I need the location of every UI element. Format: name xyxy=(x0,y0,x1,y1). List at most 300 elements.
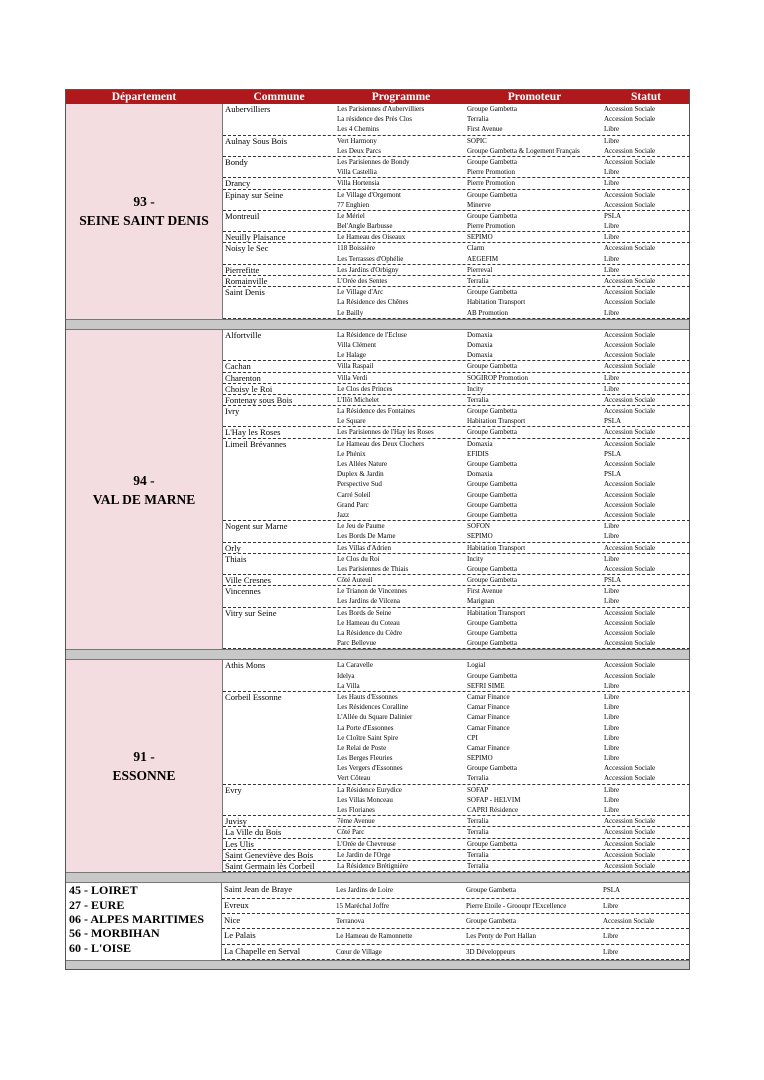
promoteur-cell: SOFAP - HELVIM xyxy=(467,795,521,804)
programme-cell: Le Village d'Arc xyxy=(337,288,384,297)
programme-cell: Les Terrasses d'Ophélie xyxy=(337,254,404,263)
statut-cell: Accession Sociale xyxy=(604,764,656,773)
header-departement: Département xyxy=(111,91,177,103)
statut-cell: Libre xyxy=(604,254,620,263)
commune-name: Cachan xyxy=(225,361,251,372)
table-row xyxy=(337,785,690,795)
statut-cell: Libre xyxy=(603,932,619,941)
promoteur-cell: Groupe Gambetta xyxy=(467,157,517,166)
table-row xyxy=(222,945,689,960)
programme-cell: Les Résidences Coralline xyxy=(337,703,409,712)
table-row xyxy=(337,681,690,691)
table-row xyxy=(337,330,690,340)
programme-cell: La Caravelle xyxy=(337,661,373,670)
department-label xyxy=(66,330,223,650)
table-row xyxy=(337,200,690,210)
department-label xyxy=(66,660,223,872)
statut-cell: Libre xyxy=(604,703,620,712)
commune-group xyxy=(223,554,690,575)
program-list xyxy=(337,276,690,286)
programme-cell: L'Allée du Square Dalinier xyxy=(337,713,413,722)
commune-name: Alfortville xyxy=(225,329,262,340)
promoteur-cell: Habitation Transport xyxy=(467,543,526,552)
program-list xyxy=(337,157,690,177)
statut-cell: Libre xyxy=(603,901,619,910)
statut-cell: Accession Sociale xyxy=(604,510,656,519)
table-row xyxy=(337,839,690,849)
other-departments-rows xyxy=(222,883,689,960)
commune-group xyxy=(223,136,690,157)
commune-group xyxy=(223,232,690,243)
promoteur-cell: Domaxia xyxy=(467,439,493,448)
department-name: SEINE SAINT DENIS xyxy=(79,213,209,229)
table-row xyxy=(337,628,690,638)
promoteur-cell: Groupe Gambetta xyxy=(467,639,517,648)
statut-cell: Libre xyxy=(604,532,620,541)
commune-name: Neuilly Plaisance xyxy=(225,232,286,243)
other-departments-labels xyxy=(66,883,222,960)
table-row xyxy=(337,490,690,500)
program-list xyxy=(337,373,690,383)
programme-cell: Terranova xyxy=(336,916,365,925)
table-row xyxy=(337,671,690,681)
statut-cell: Accession Sociale xyxy=(604,661,656,670)
table-row xyxy=(337,469,690,479)
statut-cell: Accession Sociale xyxy=(604,608,656,617)
table-row xyxy=(337,500,690,510)
program-list xyxy=(337,554,690,574)
commune-name: Limeil Brévannes xyxy=(225,438,287,449)
table-row xyxy=(337,596,690,606)
program-list xyxy=(337,692,690,784)
commune-group xyxy=(223,850,690,861)
programme-cell: La Résidence du Cèdre xyxy=(337,629,403,637)
programme-cell: Villa Raspail xyxy=(337,362,374,371)
commune-group xyxy=(223,543,690,554)
commune-name: Saint Denis xyxy=(225,287,265,298)
programme-cell: Carré Soleil xyxy=(337,490,371,499)
promoteur-cell: Logial xyxy=(467,661,486,670)
department-section xyxy=(66,104,689,319)
commune-name: Ville Cresnes xyxy=(225,575,272,586)
table-row xyxy=(337,136,690,146)
table-row xyxy=(337,795,690,805)
statut-cell: Accession Sociale xyxy=(604,277,656,285)
promoteur-cell: SEPIMO xyxy=(467,233,493,242)
promoteur-cell: Groupe Gambetta xyxy=(467,105,517,113)
statut-cell: Libre xyxy=(604,587,620,596)
programme-cell: Le Hameau de Ramonnette xyxy=(336,932,413,941)
table-row xyxy=(337,805,690,815)
programme-cell: La Résidence des Fontaines xyxy=(337,407,415,416)
statut-cell: PSLA xyxy=(604,470,622,479)
department-number: 94 - xyxy=(133,472,155,488)
commune-name: Vitry sur Seine xyxy=(225,607,277,618)
promoteur-cell: Camar Finance xyxy=(467,743,510,752)
program-list xyxy=(337,287,690,318)
commune-name: Romainville xyxy=(225,276,268,286)
commune-group xyxy=(223,586,690,607)
statut-cell: Libre xyxy=(604,233,620,242)
programme-cell: Le Hameau des Oiseaux xyxy=(337,233,406,242)
promoteur-cell: Habitation Transport xyxy=(467,298,526,307)
statut-cell: Accession Sociale xyxy=(604,817,656,826)
program-list xyxy=(337,785,690,816)
department-label: 06 - ALPES MARITIMES xyxy=(69,911,205,926)
statut-cell: Libre xyxy=(604,373,620,382)
table-row xyxy=(337,543,690,553)
programme-cell: Les Jardins de Loire xyxy=(336,886,393,895)
commune-name: La Chapelle en Serval xyxy=(224,945,301,956)
table-row xyxy=(337,564,690,574)
statut-cell: Accession Sociale xyxy=(604,351,656,360)
statut-cell: Accession Sociale xyxy=(604,298,656,307)
table-row xyxy=(337,416,690,426)
program-list xyxy=(337,575,690,585)
commune-name: Pierrefitte xyxy=(225,264,260,275)
promoteur-cell: Groupe Gambetta xyxy=(467,211,517,220)
promoteur-cell: SEFRI SIME xyxy=(467,681,505,690)
table-row xyxy=(337,763,690,773)
promoteur-cell: SOFAP xyxy=(467,785,489,794)
statut-cell: Accession Sociale xyxy=(604,480,656,489)
promoteur-cell: Minerve xyxy=(467,200,491,209)
program-list xyxy=(337,439,690,521)
table-row xyxy=(222,883,689,898)
programme-cell: Les Allées Nature xyxy=(337,460,388,468)
statut-cell: Accession Sociale xyxy=(604,115,656,124)
program-list xyxy=(337,136,690,156)
promoteur-cell: Terralia xyxy=(467,817,489,826)
promoteur-cell: Marignan xyxy=(467,597,495,606)
promoteur-cell: Groupe Gambetta xyxy=(467,428,517,437)
commune-group xyxy=(223,157,690,178)
program-list xyxy=(337,816,690,826)
programme-cell: Le Hameau du Coteau xyxy=(337,618,400,627)
department-label-text xyxy=(93,471,196,509)
promoteur-cell: First Avenue xyxy=(467,587,503,596)
other-departments-section xyxy=(66,883,689,960)
table-row xyxy=(337,723,690,733)
table-row xyxy=(337,276,690,286)
table-row xyxy=(337,531,690,541)
programme-cell: Les Parisiennes de Bondy xyxy=(337,157,410,166)
table-row xyxy=(337,479,690,489)
table-row xyxy=(337,211,690,221)
programme-cell: La Résidence Brétignière xyxy=(337,861,409,870)
statut-cell: Accession Sociale xyxy=(604,671,656,680)
table-row xyxy=(337,350,690,360)
promoteur-cell: SEPIMO xyxy=(467,754,493,763)
department-number: 93 - xyxy=(133,194,155,210)
department-section xyxy=(66,330,689,650)
commune-name: La Ville du Bois xyxy=(225,827,282,838)
commune-name: Saint Germain lès Corbeil xyxy=(225,860,315,871)
programme-cell: Les Bords De Marne xyxy=(337,532,396,541)
promoteur-cell: AEGEFIM xyxy=(467,254,499,263)
statut-cell: Libre xyxy=(604,723,620,732)
table-row xyxy=(337,395,690,405)
table-row xyxy=(337,232,690,242)
programme-cell: L'Ilôt Michelet xyxy=(337,395,379,404)
department-section xyxy=(66,660,689,872)
promoteur-cell: Groupe Gambetta & Logement Français xyxy=(467,146,580,155)
statut-cell: Libre xyxy=(604,785,620,794)
programme-cell: Le Village d'Orgemont xyxy=(337,190,401,199)
promoteur-cell: Camar Finance xyxy=(467,713,510,722)
statut-cell: Accession Sociale xyxy=(604,564,656,573)
table-footer-bar xyxy=(66,960,689,969)
programme-cell: Villa Castellia xyxy=(337,168,377,177)
programme-cell: Le Cloître Saint Spire xyxy=(337,733,399,742)
section-separator xyxy=(66,872,689,883)
promoteur-cell: Groupe Gambetta xyxy=(467,362,517,371)
promoteur-cell: Groupe Gambetta xyxy=(467,764,517,773)
statut-cell: Libre xyxy=(604,265,620,274)
statut-cell: Accession Sociale xyxy=(604,395,656,404)
commune-name: Athis Mons xyxy=(225,660,266,671)
promoteur-cell: Pierre Promotion xyxy=(467,222,516,231)
commune-name: Saint Geneviève des Bois xyxy=(225,849,314,860)
table-row xyxy=(337,104,690,114)
program-list xyxy=(337,178,690,188)
housing-programs-table xyxy=(65,89,690,970)
promoteur-cell: Groupe Gambetta xyxy=(467,564,517,573)
statut-cell: Accession Sociale xyxy=(604,490,656,499)
statut-cell: Libre xyxy=(604,168,620,177)
promoteur-cell: Groupe Gambetta xyxy=(467,839,517,848)
table-row xyxy=(337,459,690,469)
programme-cell: Le Mériel xyxy=(337,211,365,220)
program-list xyxy=(337,384,690,394)
commune-group xyxy=(223,608,690,650)
program-list xyxy=(337,104,690,135)
programme-cell: Le Jardin de l'Orge xyxy=(337,850,391,859)
statut-cell: Libre xyxy=(604,681,620,690)
promoteur-cell: Camar Finance xyxy=(467,723,510,732)
table-row xyxy=(337,373,690,383)
table-row xyxy=(337,297,690,307)
statut-cell: Accession Sociale xyxy=(604,839,656,848)
header-commune: Commune xyxy=(253,91,305,103)
table-row xyxy=(337,510,690,520)
programme-cell: Cœur de Village xyxy=(336,947,382,956)
table-row xyxy=(337,861,690,871)
program-list xyxy=(337,330,690,361)
table-header xyxy=(66,90,689,104)
promoteur-cell: Groupe Gambetta xyxy=(467,618,517,627)
statut-cell: Accession Sociale xyxy=(604,428,656,437)
department-rows xyxy=(223,660,690,872)
statut-cell: Libre xyxy=(604,733,620,742)
table-row xyxy=(337,427,690,437)
commune-name: Vincennes xyxy=(225,586,261,597)
commune-name: Aulnay Sous Bois xyxy=(225,135,288,146)
programme-cell: 118 Boissière xyxy=(337,244,376,253)
statut-cell: Accession Sociale xyxy=(604,828,656,837)
programme-cell: Les Hauts d'Essonnes xyxy=(337,692,398,701)
statut-cell: Accession Sociale xyxy=(604,340,656,349)
commune-name: Juvisy xyxy=(225,816,247,827)
programme-cell: Vert Côteau xyxy=(337,774,371,783)
commune-group xyxy=(223,287,690,319)
department-label: 60 - L'OISE xyxy=(69,940,132,955)
department-label: 45 - LOIRET xyxy=(69,883,138,898)
table-row xyxy=(337,449,690,459)
table-row xyxy=(337,384,690,394)
program-list xyxy=(337,521,690,541)
table-row xyxy=(337,221,690,231)
commune-name: Ivry xyxy=(225,406,240,417)
program-list xyxy=(337,211,690,231)
programme-cell: Les Jardins de Vilcena xyxy=(337,597,401,606)
program-list xyxy=(337,586,690,606)
promoteur-cell: Terralia xyxy=(467,115,489,124)
program-list xyxy=(337,543,690,553)
programme-cell: La résidence des Près Clos xyxy=(337,115,413,124)
programme-cell: La Villa xyxy=(337,681,360,690)
commune-group xyxy=(223,384,690,395)
programme-cell: Villa Clément xyxy=(337,340,377,349)
statut-cell: Accession Sociale xyxy=(604,244,656,253)
commune-group xyxy=(223,406,690,427)
promoteur-cell: SOPIC xyxy=(467,136,487,145)
programme-cell: Les Jardins d'Orbigny xyxy=(337,265,399,274)
statut-cell: Libre xyxy=(604,754,620,763)
commune-group xyxy=(223,827,690,838)
commune-name: Fontenay sous Bois xyxy=(225,394,293,405)
promoteur-cell: 3D Développeurs xyxy=(466,947,516,956)
programme-cell: Côté Auteuil xyxy=(337,576,373,585)
table-row xyxy=(337,660,690,670)
commune-group xyxy=(223,243,690,264)
statut-cell: Libre xyxy=(604,308,620,317)
commune-name: Nogent sur Marne xyxy=(225,521,288,532)
statut-cell: Accession Sociale xyxy=(603,916,655,925)
promoteur-cell: EFIDIS xyxy=(467,449,489,458)
statut-cell: Libre xyxy=(604,522,620,531)
department-name: VAL DE MARNE xyxy=(92,491,196,507)
program-list xyxy=(337,232,690,242)
table-row xyxy=(337,586,690,596)
programme-cell: Le Hameau des Deux Clochers xyxy=(337,439,425,448)
programme-cell: Le Relai de Poste xyxy=(337,743,387,752)
table-row xyxy=(337,167,690,177)
table-row xyxy=(337,178,690,188)
statut-cell: Accession Sociale xyxy=(604,157,656,166)
table-row xyxy=(337,265,690,275)
statut-cell: Libre xyxy=(604,384,620,393)
commune-group xyxy=(223,785,690,817)
promoteur-cell: Les Penty de Port Hallan xyxy=(466,932,536,941)
statut-cell: Libre xyxy=(604,713,620,722)
commune-name: Choisy le Roi xyxy=(225,383,273,394)
promoteur-cell: Terralia xyxy=(467,774,489,783)
programme-cell: Le Phénix xyxy=(337,449,366,458)
statut-cell: Accession Sociale xyxy=(604,460,656,468)
commune-name: Evreux xyxy=(224,899,249,910)
table-row xyxy=(337,406,690,416)
program-list xyxy=(337,839,690,849)
programme-cell: Idelya xyxy=(337,671,355,680)
programme-cell: Les Berges Fleuries xyxy=(337,754,393,763)
promoteur-cell: Groupe Gambetta xyxy=(467,288,517,297)
program-list xyxy=(337,861,690,871)
promoteur-cell: First Avenue xyxy=(467,125,503,134)
programme-cell: 15 Maréchal Joffre xyxy=(336,901,390,910)
commune-group xyxy=(223,439,690,522)
promoteur-cell: Habitation Transport xyxy=(467,608,526,617)
table-row xyxy=(337,712,690,722)
promoteur-cell: Terralia xyxy=(467,828,489,837)
promoteur-cell: Groupe Gambetta xyxy=(466,916,516,925)
statut-cell: Libre xyxy=(604,692,620,701)
statut-cell: Accession Sociale xyxy=(604,146,656,155)
commune-group xyxy=(223,178,690,189)
promoteur-cell: Groupe Gambetta xyxy=(467,190,517,199)
promoteur-cell: CAPRI Résidence xyxy=(467,806,519,814)
header-promoteur: Promoteur xyxy=(507,91,562,103)
promoteur-cell: Groupe Gambetta xyxy=(467,407,517,416)
statut-cell: Accession Sociale xyxy=(604,850,656,859)
commune-group xyxy=(223,861,690,872)
statut-cell: PSLA xyxy=(604,417,622,426)
commune-group xyxy=(223,104,690,136)
promoteur-cell: Groupe Gambetta xyxy=(467,510,517,519)
promoteur-cell: Clarm xyxy=(467,244,485,253)
table-row xyxy=(337,124,690,134)
promoteur-cell: Groupe Gambetta xyxy=(467,490,517,499)
promoteur-cell: Terralia xyxy=(467,861,489,870)
table-row xyxy=(337,753,690,763)
statut-cell: Accession Sociale xyxy=(604,190,656,199)
commune-name: Epinay sur Seine xyxy=(225,189,284,200)
department-label: 56 - MORBIHAN xyxy=(69,926,160,941)
promoteur-cell: Pierre Etoile - Grooupr l'Excellence xyxy=(466,901,567,910)
table-row xyxy=(337,340,690,350)
department-rows xyxy=(223,104,690,319)
statut-cell: Accession Sociale xyxy=(604,500,656,509)
promoteur-cell: Terralia xyxy=(467,277,489,285)
programme-cell: Les Bords de Seine xyxy=(337,608,392,617)
commune-group xyxy=(223,575,690,586)
table-row xyxy=(337,521,690,531)
programme-cell: Villa Hortensia xyxy=(337,179,380,188)
table-row xyxy=(337,827,690,837)
programme-cell: Les Villas Monceau xyxy=(337,795,393,804)
table-row xyxy=(222,929,689,944)
department-rows xyxy=(223,330,690,650)
department-name: ESSONNE xyxy=(112,768,176,784)
programme-cell: 77 Enghien xyxy=(337,200,370,209)
promoteur-cell: Groupe Gambetta xyxy=(466,886,516,895)
header-programme: Programme xyxy=(371,91,431,103)
table-row xyxy=(337,146,690,156)
program-list xyxy=(337,243,690,263)
table-row xyxy=(337,254,690,264)
statut-cell: Libre xyxy=(604,795,620,804)
statut-cell: Accession Sociale xyxy=(604,407,656,416)
promoteur-cell: Camar Finance xyxy=(467,703,510,712)
promoteur-cell: SEPIMO xyxy=(467,532,493,541)
program-list xyxy=(337,395,690,405)
programme-cell: Les Deux Parcs xyxy=(337,146,381,155)
program-list xyxy=(337,660,690,691)
table-row xyxy=(337,114,690,124)
commune-group xyxy=(223,276,690,287)
commune-group xyxy=(223,265,690,276)
commune-group xyxy=(223,660,690,692)
